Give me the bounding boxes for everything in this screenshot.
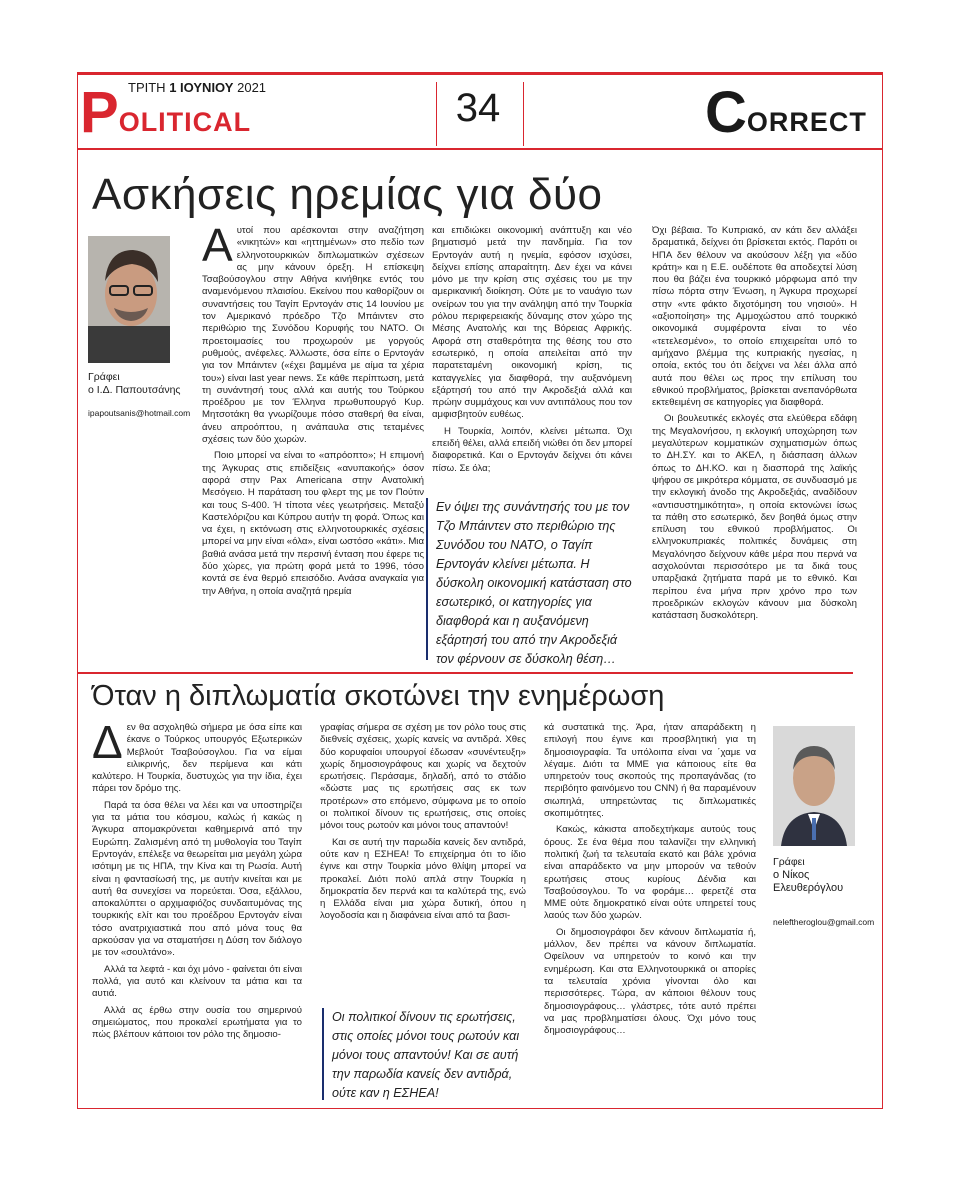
author1-photo <box>88 236 170 363</box>
article1-column-2: και επιδιώκει οικονομική ανάπτυξη και νέο βηματισμό μετά την πανδημία. Για τον Ερντογάν αυτή η ηνεμία, εφόσον ισχύσει, δείχνει επίσης απαραίτητη. Δεν έχει να κάνει μόνο με την κρίση στις σχέσεις του με την αμερικανική διοίκηση. Ούτε με το ναυάγιο των ονείρων του για την ανάληψη από την Τουρκία ρόλου περιφερειακής δύναμης στον χώρο της Μέσης Ανατολής και της Βόρειας Αφρικής. Αφορά στη σταθερότητα της θέσης του στο εσωτερικό, η οποία απειλείται από την παρατεταμένη οικονομική κρίση, τις καταγγελίες για διαφθορά, την αυξανόμενη εξάρτησή του από την Ακροδεξιά αλλά και πρώην συμμάχους και νυν αντιπάλους που τον αμφισβητούν ευθέως. Η Τουρκία, λοιπόν, κλείνει μέτωπα. Όχι επειδή θέλει, αλλά επειδή νιώθει ότι δεν μπορεί διαφορετικά. Και ο Ερντογάν δείχνει ότι κάνει πίσω. Σε όλα; <box>432 225 632 474</box>
article2-column-1: Δεν θα ασχοληθώ σήμερα με όσα είπε και έκανε ο Τούρκος υπουργός Εξωτερικών Μεβλούτ Τσαβούσογλου. Για να είμαι ειλικρινής, δεν περίμενα και κάτι καλύτερο. Η Τουρκία, δυστυχώς για την ίδια, έχει πάρει τον δρόμο της. Παρά τα όσα θέλει να λέει και να υποστηρίζει για τα μάτια του κόσμου, καλώς ή κακώς η Άγκυρα απομακρύνεται καθημερινά από την Ευρώπη. Ζαλισμένη από τη μυθολογία του Ταγίπ Ερντογάν, επέλεξε να θεωρείται μια μεγάλη χώρα ισότιμη με τις ΗΠΑ, την Κίνα και τη Ρωσία. Αυτή είναι η φαντασίωσή της, με αυτήν κινείται και με αυτή θα συνεχίσει να πορεύεται. Όσα, εξάλλου, αποκαλύπτει ο αρχιμαφιόζος συνδαιτυμόνας της τουρκικής ελίτ και του προέδρου Ερντογάν είναι τόσο ανατριχιαστικά που από μόνα τους θα αρκούσαν για να σταματήσει η Δύση τον διάλογο με τον «σουλτάνο». Αλλά τα λεφτά - και όχι μόνο - φαίνεται ότι είναι πολλά, για αυτό και κλείνουν τα μάτια και τα αυτιά. Αλλά ας έρθω στην ουσία του σημερινού σημειώματος, που προκαλεί ερωτήματα για το πώς βλέπουν κάποιοι τον ρόλο της δημοσιο- <box>92 722 302 1041</box>
author2-email: neleftheroglou@gmail.com <box>773 917 875 927</box>
article1-pull-quote: Εν όψει της συνάντησής του με τον Τζο Μπάιντεν στο περιθώριο της Συνόδου του ΝΑΤΟ, ο Ταγίπ Ερντογάν κλείνει μέτωπα. Η δύσκολη οικονομική κατάσταση στο εσωτερικό, οι κατηγορίες για διαφθορά και η αυξανόμενη εξάρτησή του από την Ακροδεξιά τον φέρνουν σε δύσκολη θέση… <box>426 498 634 660</box>
article1-headline: Ασκήσεις ηρεμίας για δύο <box>92 170 603 219</box>
article1-column-3: Όχι βέβαια. Το Κυπριακό, αν κάτι δεν αλλάξει δραματικά, δείχνει ότι βρίσκεται εκτός. Παρότι οι ΗΠΑ δεν θέλουν να ακούσουν λέξη για «δύο κράτη» και η Ε.Ε. ουδέποτε θα αποδεχτεί λύση που θα βάζει ένα τουρκικό μόρφωμα από την πίσω πόρτα στην Ένωση, η Άγκυρα προχωρεί στην «ντε φάκτο διχοτόμηση του νησιού». Η «αξιοποίηση» της Αμμοχώστου από τουρκικό οικονομικά συμφέροντα είναι το νέο «τετελεσμένο», το οποίο επιχειρείται υπό το αμήχανο βλέμμα της κυπριακής ηγεσίας, η οποία, εκτός του ότι δείχνει να λέει άλλα από αυτά που θέλει ως προς την επίλυση του εθνικού προβλήματος, βρίσκεται ανεπανόρθωτα εκτεθειμένη σε κατηγορίες για διαφθορά. Οι βουλευτικές εκλογές στα ελεύθερα εδάφη της Μεγαλονήσου, η εκλογική υποχώρηση των μεγαλύτερων κομματικών σχηματισμών όπως το ΔΗ.ΣΥ. και το ΑΚΕΛ, η διάσπαση άλλων όπως το ΔΗ.ΚΟ. και η διασπορά της λαϊκής ψήφου σε μικρότερα κόμματα, σε συνδυασμό με την εκλογική άνοδο της Ακροδεξιάς, αναδίδουν «αντισυστημικότητα», η οποία εκτονώνει ίσως τα πάθη στο εσωτερικό, δεν βοηθά όμως στην επίλυση του εθνικού προβλήματος. Οι ελληνοκυπριακές πολιτικές δυνάμεις στη Μεγαλόνησο δείχνουν κάθε μέρα που περνά να ασχολούνται περισσότερο με τα δικά τους υπαρξιακά ζητήματα παρά με το εθνικό. Και περίπου ένα μήνα πριν χρόνο προ των προεδρικών εκλογών κάνουν μια δύσκολη κατάσταση δυσκολότερη. <box>652 225 857 622</box>
author2-photo <box>773 726 855 846</box>
dropcap: Α <box>202 225 233 271</box>
author1-email: ipapoutsanis@hotmail.com <box>88 408 191 418</box>
author1-byline: Γράφει ο Ι.Δ. Παπουτσάνης <box>88 371 181 396</box>
page-number: 34 <box>455 86 501 130</box>
author2-byline: Γράφει ο Νίκος Ελευθερόγλου <box>773 856 844 894</box>
article2-pull-quote: Οι πολιτικοί δίνουν τις ερωτήσεις, στις οποίες μόνοι τους ρωτούν και μόνοι τους απαντούν! Και σε αυτή την παρωδία κανείς δεν αντιδρά, ούτε καν η ΕΣΗΕΑ! <box>322 1008 522 1100</box>
top-rule <box>77 72 883 75</box>
masthead-rule <box>77 148 883 150</box>
article2-headline: Όταν η διπλωματία σκοτώνει την ενημέρωση <box>92 680 665 712</box>
section-divider <box>77 672 853 674</box>
section-logo-correct: CORRECT <box>705 80 867 145</box>
section-logo-political: POLITICAL <box>80 80 252 145</box>
dropcap: Δ <box>92 722 123 768</box>
article2-column-2: γραφίας σήμερα σε σχέση με τον ρόλο τους στις διεθνείς σχέσεις, χωρίς κανείς να αντιδρά. Χθες δύο κορυφαίοι υπουργοί έδωσαν «συνέντευξη» χωρίς δημοσιογράφους και χωρίς να δεχτούν ερωτήσεις. Περάσαμε, δηλαδή, από το στάδιο «δώστε μας τις ερωτήσεις σας εκ των προτέρων» στο επόμενο, σύμφωνα με το οποίο οι πολιτικοί δίνουν τις ερωτήσεις, στις οποίες μόνοι τους ρωτούν και μόνοι τους απαντούν! Και σε αυτή την παρωδία κανείς δεν αντιδρά, ούτε καν η ΕΣΗΕΑ! Το επιχείρημα ότι το ίδιο έγινε και στην Τουρκία μόνο θλίψη μπορεί να προκαλεί. Διότι πολύ απλά στην Τουρκία η δημοκρατία δεν περνά και τα καλύτερά της, ενώ η Ελλάδα είναι μια χώρα δυτική, όπου η λογοδοσία και η διαφάνεια είναι από τα βασι- <box>320 722 526 922</box>
article1-column-1: Αυτοί που αρέσκονται στην αναζήτηση «νικητών» και «ηττημένων» στο πεδίο των ελληνοτουρκικών διπλωματικών σχέσεων ας μην κάνουν όρεξη. Η επίσκεψη Τσαβούσογλου στην Αθήνα κινήθηκε εντός του αναμενόμενου πλαισίου. Εκείνου που καθορίζουν οι συναντήσεις του Ταγίπ Ερντογάν στις 14 Ιουνίου με τον Αμερικανό πρόεδρο Τζο Μπάιντεν στο περιθώριο της Συνόδου Κορυφής του ΝΑΤΟ. Οι προετοιμασίες του προχωρούν με γοργούς ρυθμούς, ανέφελες. Άλλωστε, όσα είπε ο Ερντογάν για τον Μπάιντεν («έχει βαμμένα με αίμα τα χέρια του») είναι last year news. Σε κάθε περίπτωση, μετά τη συνάντησή τους αλλά και αυτής του Τούρκου προέδρου με τον Έλληνα πρωθυπουργό Κυρ. Μητσοτάκη θα γνωρίζουμε πόσο σταθερή θα είναι, άνευ απροόπτου, η ανάπαυλα στις τεταμένες σχέσεις των δύο χωρών. Ποιο μπορεί να είναι το «απρόοπτο»; Η επιμονή της Άγκυρας στις επιδείξεις «ανυπακοής» όσον αφορά στην Pax Americana στην Ανατολική Μεσόγειο. Η παράταση του φλερτ της με τον Πούτιν και τους S-400. Ή τίποτα νέες γεωτρήσεις. Μεταξύ Καστελόριζου και Κύπρου αυτήν τη φορά. Όπως και να έχει, η εκτόνωση στις ελληνοτουρκικές σχέσεις μπορεί να μην είναι «όλα», είναι ωστόσο «κάτι». Μια βαθιά ανάσα μετά την περσινή ένταση που έφερε τις δύο χώρες, για πρώτη φορά μετά το 1996, τόσο κοντά σε ένα θερμό επεισόδιο. Ανάσα αναγκαία για την Αθήνα, η οποία αναζητά ηρεμία <box>202 225 424 597</box>
article2-column-3: κά συστατικά της. Άρα, ήταν απαράδεκτη η επιλογή που έγινε και προσβλητική για τη δημοσιογραφία. Τα υπόλοιπα είναι να ΄χαμε να λέγαμε. Διότι τα ΜΜΕ για κάποιους είτε θα υπηρετούν τους σκοπούς της προπαγάνδας (το περιβόητο φαινόμενο του CNN) ή θα παραμένουν σιωπηλά, υπηρετώντας τις διπλωματικές σκοπιμότητες. Κακώς, κάκιστα αποδεχτήκαμε αυτούς τους όρους. Σε ένα θέμα που ταλανίζει την ελληνική πολιτική ζωή τα τελευταία εκατό και βάλε χρόνια είναι απαράδεκτο να μην μπορούν να τεθούν ερωτήσεις στους κυρίους Δένδια και Τσαβούσογλου. Το να φοράμε… φερετζέ στα ΜΜΕ ούτε δημοκρατικό είναι ούτε υπηρετεί τους λαούς των δύο χωρών. Οι δημοσιογράφοι δεν κάνουν διπλωματία ή, μάλλον, δεν πρέπει να κάνουν διπλωματία. Οφείλουν να υπηρετούν το κοινό και την ενημέρωση. Και στα Ελληνοτουρκικά οι απορίες τα τελευταία χρόνια γίνονται όλο και περισσότερες. Τώρα, αν κάποιοι θέλουν τους δημοσιογράφους… γλάστρες, τότε αυτό πρέπει να μας προβληματίσει όλους. Όχι μόνο τους δημοσιογράφους… <box>544 722 756 1037</box>
issue-date: ΤΡΙΤΗ 1 ΙΟΥΝΙΟΥ 2021 <box>128 80 267 95</box>
